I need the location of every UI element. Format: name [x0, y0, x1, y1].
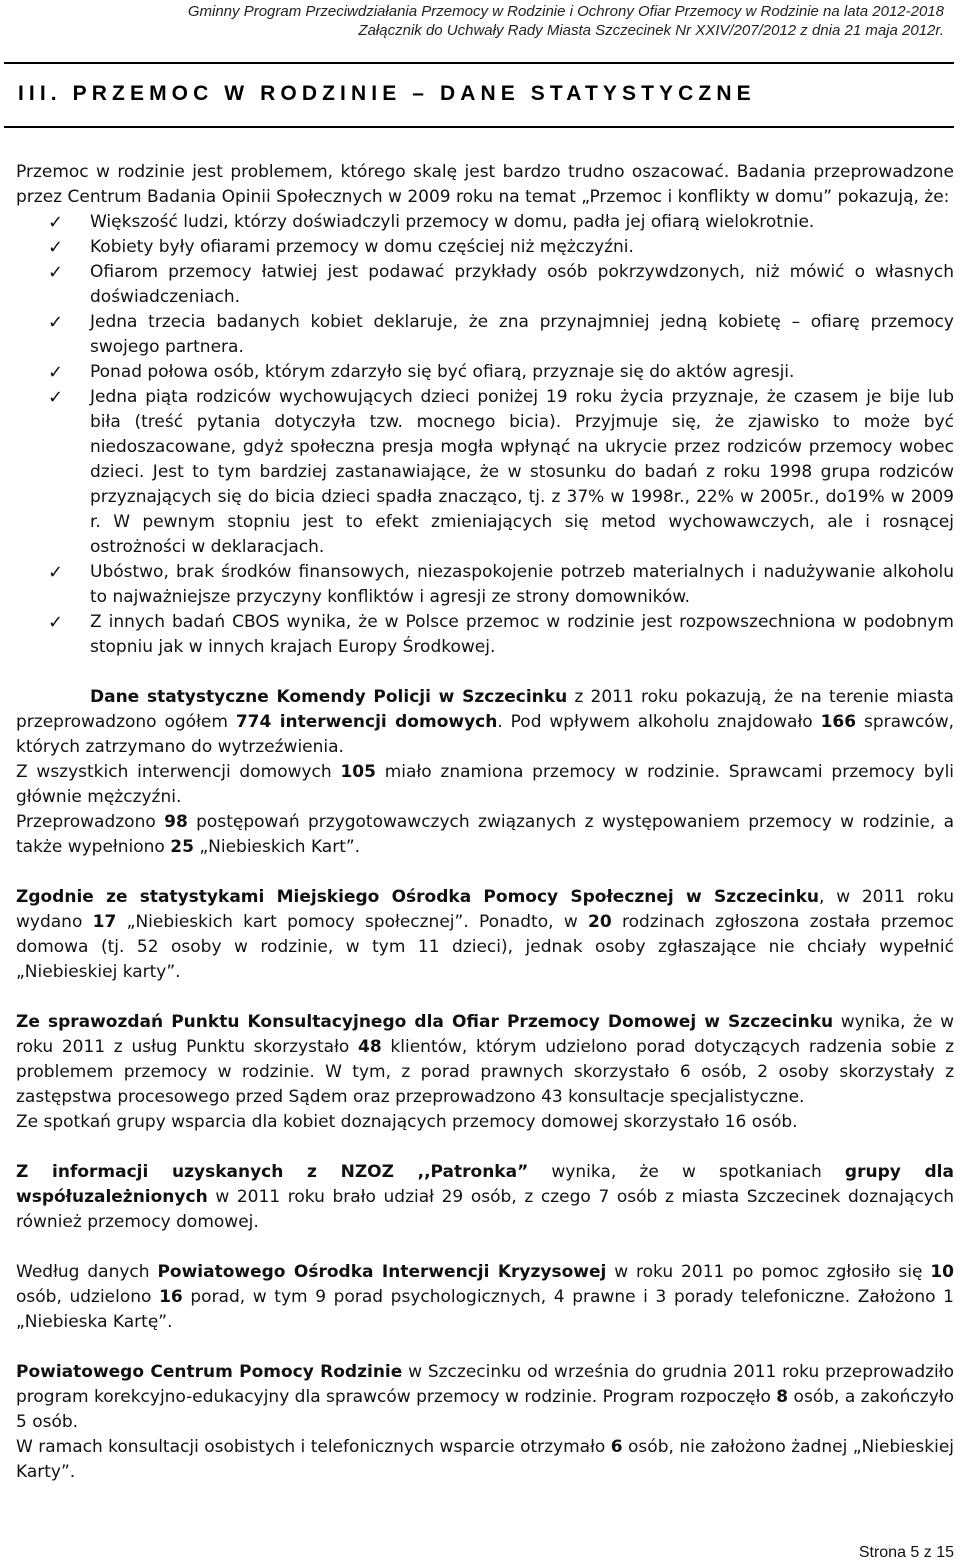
list-item: ✓ Ponad połowa osób, którym zdarzyło się być ofiarą, przyznaje się do aktów agresji. [48, 362, 795, 383]
list-item: ✓ Większość ludzi, którzy doświadczyli przemocy w domu, padła jej ofiarą wielokrotnie. [48, 212, 815, 233]
checkmark-icon: ✓ [48, 362, 64, 383]
crisis-center-paragraph: Według danych Powiatowego Ośrodka Interwencji Kryzysowej w roku 2011 po pomoc zgłosiło się 10 osób, udzielono 16 porad, w tym 9 porad psychologicznych, 4 prawne i 3 porady telefoniczne. Założono 1 „Niebieska Kartę”. [16, 1262, 954, 1332]
mops-paragraph: Zgodnie ze statystykami Miejskiego Ośrodka Pomocy Społecznej w Szczecinku, w 2011 roku wydano 17 „Niebieskich kart pomocy społecznej”. Ponadto, w 20 rodzinach zgłoszona została przemoc domowa (tj. 52 osoby w rodzinie, w tym 11 dzieci), jednak osoby zgłaszające nie chciały wypełnić „Niebieskiej karty”. [16, 887, 954, 982]
list-item: ✓ Kobiety były ofiarami przemocy w domu częściej niż mężczyźni. [48, 237, 634, 258]
document-body [16, 160, 954, 1485]
list-item: ✓ Jedna trzecia badanych kobiet deklaruje, że zna przynajmniej jedną kobietę – ofiarę przemocy swojego partnera. [48, 312, 954, 357]
section-title: III. PRZEMOC W RODZINIE – DANE STATYSTYCZNE [18, 82, 756, 105]
section-title-box [4, 62, 954, 128]
police-paragraph: Dane statystyczne Komendy Policji w Szczecinku z 2011 roku pokazują, że na terenie miasta przeprowadzono ogółem 774 interwencji domowych. Pod wpływem alkoholu znajdowało 166 sprawców, których zatrzymano do wytrzeźwienia. [16, 687, 954, 757]
checkmark-icon: ✓ [48, 237, 64, 258]
header-program-title: Gminny Program Przeciwdziałania Przemocy w Rodzinie i Ochrony Ofiar Przemocy w Rodzinie na lata 2012-2018 [187, 3, 944, 20]
list-item: ✓ Ofiarom przemocy łatwiej jest podawać przykłady osób pokrzywdzonych, niż mówić o własnych doświadczeniach. [48, 262, 954, 307]
police-paragraph-3: Przeprowadzono 98 postępowań przygotowawczych związanych z występowaniem przemocy w rodzinie, a także wypełniono 25 „Niebieskich Kart”. [16, 812, 954, 857]
page-header [188, 2, 944, 40]
intro-paragraph: Przemoc w rodzinie jest problemem, którego skalę jest bardzo trudno oszacować. Badania przeprowadzone przez Centrum Badania Opinii Społecznych w 2009 roku na temat „Przemoc i konflikty w domu” pokazują, że: [16, 162, 954, 207]
support-group-paragraph: Ze spotkań grupy wsparcia dla kobiet doznających przemocy domowej skorzystało 16 osób. [16, 1112, 798, 1132]
pcpr-paragraph: Powiatowego Centrum Pomocy Rodzinie w Szczecinku od września do grudnia 2011 roku przeprowadziło program korekcyjno-edukacyjny dla sprawców przemocy w rodzinie. Program rozpoczęło 8 osób, a zakończyło 5 osób. [16, 1362, 954, 1432]
checkmark-icon: ✓ [48, 562, 64, 583]
list-item: ✓ Jedna piąta rodziców wychowujących dzieci poniżej 19 roku życia przyznaje, że czasem je bije lub biła (treść pytania dotyczyła tzw. mocnego bicia). Przyjmuje się, że zjawisko to może być niedoszacowane, gdyż społeczna presja mogła wpłynąć na ukrycie przez rodziców przemocy wobec dzieci. Jest to tym bardziej zastanawiające, że w stosunku do badań z roku 1998 grupa rodziców przyznających się do bicia dzieci spadła znacząco, tj. z 37% w 1998r., 22% w 2005r., do19% w 2009 r. W pewnym stopniu jest to efekt zmieniających się metod wychowawczych, ale i rosnącej ostrożności w deklaracjach. [48, 387, 954, 557]
pcpr-paragraph-2: W ramach konsultacji osobistych i telefonicznych wsparcie otrzymało 6 osób, nie założono żadnej „Niebieskiej Karty”. [16, 1437, 954, 1482]
list-item: ✓ Z innych badań CBOS wynika, że w Polsce przemoc w rodzinie jest rozpowszechniona w podobnym stopniu jak w innych krajach Europy Środkowej. [48, 612, 954, 657]
findings-list [16, 210, 954, 660]
checkmark-icon: ✓ [48, 262, 64, 283]
checkmark-icon: ✓ [48, 312, 64, 333]
header-resolution: Załącznik do Uchwały Rady Miasta Szczecinek Nr XXIV/207/2012 z dnia 21 maja 2012r. [358, 22, 944, 39]
checkmark-icon: ✓ [48, 612, 64, 633]
checkmark-icon: ✓ [48, 212, 64, 233]
nzoz-paragraph: Z informacji uzyskanych z NZOZ ,,Patronka” wynika, że w spotkaniach grupy dla współuzależnionych w 2011 roku brało udział 29 osób, z czego 7 osób z miasta Szczecinek doznających również przemocy domowej. [16, 1162, 954, 1232]
consultation-point-paragraph: Ze sprawozdań Punktu Konsultacyjnego dla Ofiar Przemocy Domowej w Szczecinku wynika, że w roku 2011 z usług Punktu skorzystało 48 klientów, którym udzielono porad dotyczących radzenia sobie z problemem przemocy w rodzinie. W tym, z porad prawnych skorzystało 6 osób, 2 osoby skorzystały z zastępstwa procesowego przed Sądem oraz przeprowadzono 43 konsultacje specjalistyczne. [16, 1012, 954, 1107]
list-item: ✓ Ubóstwo, brak środków finansowych, niezaspokojenie potrzeb materialnych i nadużywanie alkoholu to najważniejsze przyczyny konfliktów i agresji ze strony domowników. [48, 562, 954, 607]
police-paragraph-2: Z wszystkich interwencji domowych 105 miało znamiona przemocy w rodzinie. Sprawcami przemocy byli głównie mężczyźni. [16, 762, 955, 807]
page-number: Strona 5 z 15 [858, 1544, 954, 1561]
checkmark-icon: ✓ [48, 387, 64, 408]
